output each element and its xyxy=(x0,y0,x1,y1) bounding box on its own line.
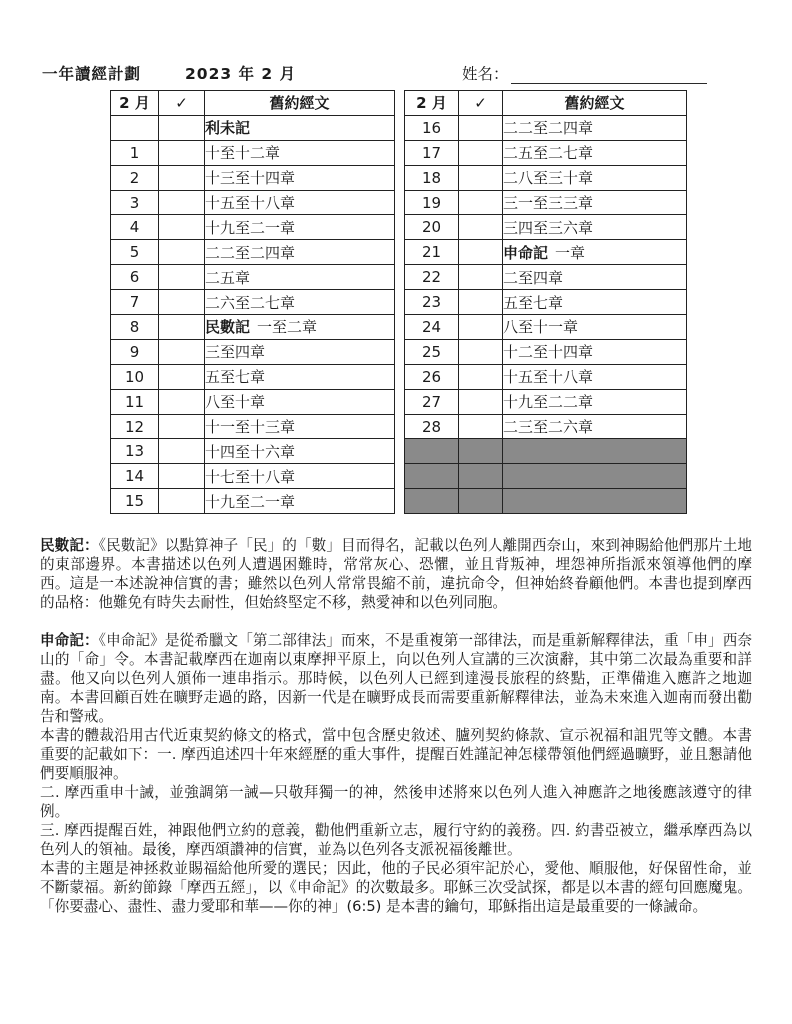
date-cell: 26 xyxy=(405,364,459,389)
table-row xyxy=(405,290,687,315)
reading-range: 三四至三六章 xyxy=(503,218,594,237)
date-cell: 20 xyxy=(405,215,459,240)
checkbox-cell xyxy=(159,339,205,364)
scripture-cell xyxy=(503,240,687,265)
scripture-cell xyxy=(503,115,687,140)
date-cell: 12 xyxy=(111,414,159,439)
scripture-cell xyxy=(503,140,687,165)
table-row xyxy=(405,265,687,290)
table-row xyxy=(405,389,687,414)
checkbox-cell xyxy=(459,265,503,290)
header-scripture: 舊約經文 xyxy=(503,91,687,116)
reading-range: 十五至十八章 xyxy=(205,194,296,212)
book-name: 利未記 xyxy=(205,119,251,138)
checkbox-cell xyxy=(459,190,503,215)
table-row xyxy=(111,414,395,439)
date-cell: 27 xyxy=(405,389,459,414)
deuteronomy-summary-line xyxy=(40,631,752,726)
date-cell: 8 xyxy=(111,315,159,340)
empty-gray-row xyxy=(405,464,687,489)
table-row xyxy=(405,315,687,340)
book-name: 民數記 xyxy=(205,318,251,337)
reading-range: 八至十章 xyxy=(205,393,266,412)
reading-range: 十五至十八章 xyxy=(503,368,594,387)
reading-range: 十四至十六章 xyxy=(205,442,296,461)
scripture-cell xyxy=(503,265,687,290)
reading-range: 二二至二四章 xyxy=(503,119,594,138)
date-cell: 1 xyxy=(111,140,159,165)
scripture-cell xyxy=(205,389,395,414)
header-check: ✓ xyxy=(159,91,205,116)
scripture-cell xyxy=(205,265,395,290)
date-cell: 19 xyxy=(405,190,459,215)
scripture-cell xyxy=(205,115,395,140)
empty-gray-row xyxy=(405,439,687,464)
date-cell: 25 xyxy=(405,339,459,364)
reading-range: 五至七章 xyxy=(205,368,266,387)
scripture-cell xyxy=(503,389,687,414)
date-cell: 15 xyxy=(111,489,159,514)
checkbox-cell xyxy=(459,339,503,364)
scripture-cell xyxy=(503,190,687,215)
checkbox-cell xyxy=(459,290,503,315)
table-row xyxy=(111,389,395,414)
reading-tables xyxy=(110,90,687,514)
reading-range: 十九至二二章 xyxy=(503,393,594,412)
header-check: ✓ xyxy=(459,91,503,116)
table-row xyxy=(111,240,395,265)
reading-range: 二二至二四章 xyxy=(205,243,296,262)
header-date: 2 月 xyxy=(111,91,159,116)
gray-cell xyxy=(405,489,459,514)
empty-gray-row xyxy=(405,489,687,514)
header-scripture: 舊約經文 xyxy=(205,91,395,116)
reading-range: 二五章 xyxy=(205,268,251,287)
scripture-cell xyxy=(205,489,395,514)
table-row xyxy=(405,165,687,190)
deuteronomy-summary-line: 本書的主題是神拯救並賜福給他所愛的選民；因此，他的子民必須牢記於心，愛他、順服他，好保留性命，並不斷蒙福。新約節錄「摩西五經」，以《申命記》的次數最多。耶穌三次受試探，都是以本書的經句回應魔鬼。「你要盡心、盡性、盡力愛耶和華——你的神」(6:5) 是本書的鑰句，耶穌指出這是最重要的一條誡命。 xyxy=(40,860,752,915)
reading-range: 二至四章 xyxy=(503,268,564,287)
date-cell: 24 xyxy=(405,315,459,340)
date-cell: 11 xyxy=(111,389,159,414)
gray-cell xyxy=(459,489,503,514)
gray-cell xyxy=(405,464,459,489)
date-cell: 18 xyxy=(405,165,459,190)
date-cell xyxy=(111,115,159,140)
numbers-summary-text: 《民數記》以點算神子「民」的「數」目而得名，記載以色列人離開西奈山，來到神賜給他們那片土地的東部邊界。本書描述以色列人遭遇困難時，常常灰心、恐懼，並且背叛神，埋怨神所指派來領導他們的摩西。這是一本述說神信實的書；雖然以色列人常常畏縮不前，違抗命令，但神始終眷顧他們。本書也提到摩西的品格：他難免有時失去耐性，但始終堅定不移，熱愛神和以色列同胞。 xyxy=(40,537,752,611)
checkbox-cell xyxy=(159,315,205,340)
date-cell: 23 xyxy=(405,290,459,315)
scripture-cell xyxy=(503,315,687,340)
reading-range: 二六至二七章 xyxy=(205,293,296,312)
reading-range: 十二至十四章 xyxy=(503,343,594,362)
table-row xyxy=(111,439,395,464)
date-cell: 17 xyxy=(405,140,459,165)
scripture-cell xyxy=(205,439,395,464)
date-cell: 13 xyxy=(111,439,159,464)
reading-range: 二五至二七章 xyxy=(503,144,594,163)
deuteronomy-summary xyxy=(40,631,752,916)
checkbox-cell xyxy=(159,140,205,165)
gray-cell xyxy=(503,464,687,489)
scripture-cell xyxy=(503,290,687,315)
gray-cell xyxy=(459,464,503,489)
table-row xyxy=(111,140,395,165)
table-row xyxy=(405,140,687,165)
reading-range: 十七至十八章 xyxy=(205,467,296,486)
checkbox-cell xyxy=(459,165,503,190)
reading-table-left xyxy=(110,90,395,514)
table-row xyxy=(111,489,395,514)
table-row xyxy=(405,240,687,265)
table-row xyxy=(405,115,687,140)
checkbox-cell xyxy=(459,215,503,240)
scripture-cell xyxy=(205,165,395,190)
page-header xyxy=(0,60,792,86)
reading-range: 三至四章 xyxy=(205,343,266,362)
date-cell: 28 xyxy=(405,414,459,439)
scripture-cell xyxy=(205,215,395,240)
reading-range: 二八至三十章 xyxy=(503,169,594,188)
date-cell: 4 xyxy=(111,215,159,240)
table-row xyxy=(405,215,687,240)
table-row xyxy=(405,190,687,215)
scripture-cell xyxy=(503,165,687,190)
deuteronomy-summary-text: 《申命記》是從希臘文「第二部律法」而來，不是重複第一部律法，而是重新解釋律法，重「申」西奈山的「命」令。本書記載摩西在迦南以東摩押平原上，向以色列人宣講的三次演辭，其中第二次最為重要和詳盡。他又向以色列人頒佈一連串指示。那時候，以色列人已經到達漫長旅程的終點，正準備進入應許之地迦南。本書回顧百姓在曠野走過的路，因新一代是在曠野成長而需要重新解釋律法，並為未來進入迦南而發出勸告和警戒。 xyxy=(40,632,752,725)
date-cell: 9 xyxy=(111,339,159,364)
reading-range: 五至七章 xyxy=(503,293,564,312)
table-row xyxy=(111,290,395,315)
table-row xyxy=(111,364,395,389)
name-underline xyxy=(511,68,707,84)
date-cell: 6 xyxy=(111,265,159,290)
reading-range: 一章 xyxy=(555,243,586,262)
date-cell: 10 xyxy=(111,364,159,389)
name-label: 姓名： xyxy=(462,65,509,83)
month-label: 2023 年 2 月 xyxy=(185,65,297,83)
gray-cell xyxy=(503,439,687,464)
checkbox-cell xyxy=(459,115,503,140)
name-field xyxy=(462,62,707,84)
checkbox-cell xyxy=(159,165,205,190)
reading-range: 十至十二章 xyxy=(205,144,281,163)
reading-range: 一至二章 xyxy=(257,318,318,337)
scripture-cell xyxy=(503,364,687,389)
table-row xyxy=(111,165,395,190)
table-row xyxy=(111,265,395,290)
reading-table-right xyxy=(404,90,687,514)
table-row xyxy=(111,339,395,364)
checkbox-cell xyxy=(159,215,205,240)
table-header-row xyxy=(111,91,395,116)
reading-range: 十三至十四章 xyxy=(205,169,296,188)
numbers-summary-label: 民數記： xyxy=(40,537,99,554)
table-row xyxy=(111,215,395,240)
checkbox-cell xyxy=(159,265,205,290)
table-row xyxy=(111,190,395,215)
date-cell: 14 xyxy=(111,464,159,489)
scripture-cell xyxy=(503,339,687,364)
scripture-cell xyxy=(205,290,395,315)
scripture-cell xyxy=(503,414,687,439)
deuteronomy-summary-line: 三. 摩西提醒百姓，神跟他們立約的意義，勸他們重新立志，履行守約的義務。四. 約書亞被立，繼承摩西為以色列人的領袖。最後，摩西頌讚神的信實，並為以色列各支派祝福後離世。 xyxy=(40,822,752,858)
scripture-cell xyxy=(205,190,395,215)
checkbox-cell xyxy=(459,240,503,265)
checkbox-cell xyxy=(159,489,205,514)
document-title: 一年讀經計劃 xyxy=(42,65,142,83)
checkbox-cell xyxy=(459,315,503,340)
scripture-cell xyxy=(503,215,687,240)
date-cell: 2 xyxy=(111,165,159,190)
table-header-row xyxy=(405,91,687,116)
book-name: 申命記 xyxy=(503,243,549,262)
scripture-cell xyxy=(205,140,395,165)
checkbox-cell xyxy=(459,140,503,165)
reading-range: 八至十一章 xyxy=(503,318,579,337)
scripture-cell xyxy=(205,240,395,265)
checkbox-cell xyxy=(459,389,503,414)
checkbox-cell xyxy=(159,115,205,140)
gray-cell xyxy=(503,489,687,514)
table-row xyxy=(405,339,687,364)
deuteronomy-summary-line: 二. 摩西重申十誡，並強調第一誡—只敬拜獨一的神，然後申述將來以色列人進入神應許之地後應該遵守的律例。 xyxy=(40,784,752,820)
gray-cell xyxy=(405,439,459,464)
checkbox-cell xyxy=(459,364,503,389)
reading-range: 三一至三三章 xyxy=(503,194,594,212)
date-cell: 22 xyxy=(405,265,459,290)
date-cell: 7 xyxy=(111,290,159,315)
deuteronomy-summary-line: 本書的體裁沿用古代近東契約條文的格式，當中包含歷史敘述、臚列契約條款、宣示祝福和詛咒等文體。本書重要的記載如下：一. 摩西追述四十年來經歷的重大事件，提醒百姓謹記神怎樣帶領他們經過曠野，並且懇請他們要順服神。 xyxy=(40,727,752,782)
scripture-cell xyxy=(205,464,395,489)
date-cell: 21 xyxy=(405,240,459,265)
table-row xyxy=(111,115,395,140)
date-cell: 5 xyxy=(111,240,159,265)
scripture-cell xyxy=(205,364,395,389)
reading-range: 十一至十三章 xyxy=(205,418,296,437)
checkbox-cell xyxy=(459,414,503,439)
header-date: 2 月 xyxy=(405,91,459,116)
scripture-cell xyxy=(205,315,395,340)
reading-range: 二三至二六章 xyxy=(503,418,594,437)
reading-range: 十九至二一章 xyxy=(205,492,296,511)
date-cell: 3 xyxy=(111,190,159,215)
table-row xyxy=(111,464,395,489)
scripture-cell xyxy=(205,414,395,439)
date-cell: 16 xyxy=(405,115,459,140)
table-row xyxy=(405,364,687,389)
reading-range: 十九至二一章 xyxy=(205,218,296,237)
table-row xyxy=(111,315,395,340)
table-row xyxy=(405,414,687,439)
gray-cell xyxy=(459,439,503,464)
checkbox-cell xyxy=(159,290,205,315)
checkbox-cell xyxy=(159,414,205,439)
scripture-cell xyxy=(205,339,395,364)
checkbox-cell xyxy=(159,190,205,215)
deuteronomy-summary-label: 申命記： xyxy=(40,632,99,649)
checkbox-cell xyxy=(159,364,205,389)
checkbox-cell xyxy=(159,439,205,464)
checkbox-cell xyxy=(159,464,205,489)
numbers-summary xyxy=(40,536,752,612)
checkbox-cell xyxy=(159,389,205,414)
checkbox-cell xyxy=(159,240,205,265)
